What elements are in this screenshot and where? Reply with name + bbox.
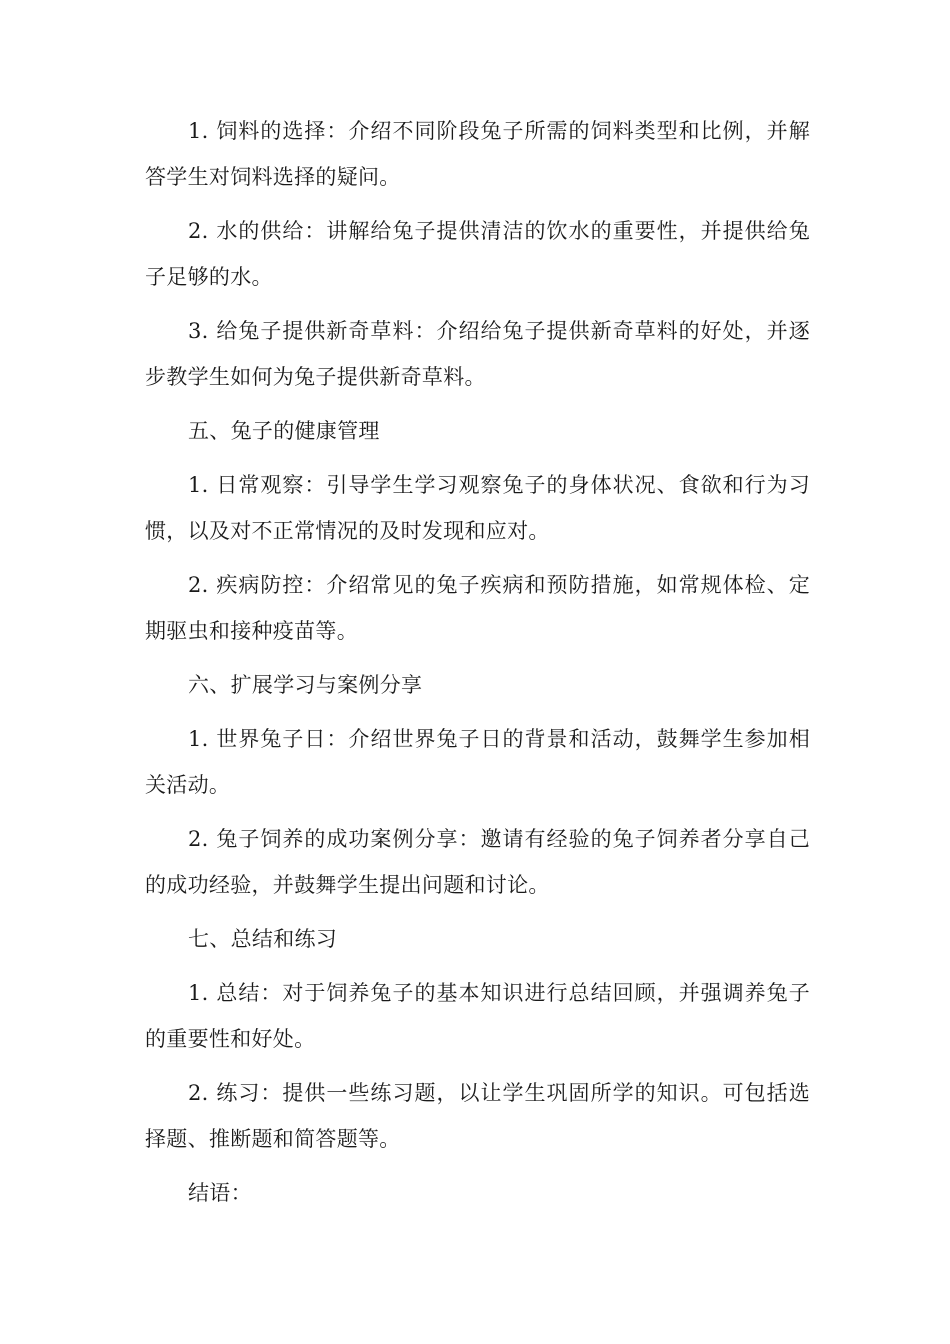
paragraph-conclusion-label: 结语： [188,1181,252,1205]
section-heading-extended-learning: 六、扩展学习与案例分享 [188,673,423,697]
paragraph-water-supply: 2. 水的供给：讲解给兔子提供清洁的饮水的重要性，并提供给兔子足够的水。 [145,219,810,289]
paragraph-summary: 1. 总结：对于饲养兔子的基本知识进行总结回顾，并强调养兔子的重要性和好处。 [145,981,810,1051]
paragraph-feed-selection: 1. 饲料的选择：介绍不同阶段兔子所需的饲料类型和比例，并解答学生对饲料选择的疑问。 [145,119,810,189]
paragraph-disease-prevention: 2. 疾病防控：介绍常见的兔子疾病和预防措施，如常规体检、定期驱虫和接种疫苗等。 [145,573,810,643]
section-heading-summary-practice: 七、总结和练习 [188,927,338,951]
paragraph-world-rabbit-day: 1. 世界兔子日：介绍世界兔子日的背景和活动，鼓舞学生参加相关活动。 [145,727,810,797]
document-body [145,108,810,1224]
paragraph-practice: 2. 练习：提供一些练习题，以让学生巩固所学的知识。可包括选择题、推断题和简答题等。 [145,1081,810,1151]
section-heading-health-management: 五、兔子的健康管理 [188,419,380,443]
paragraph-novel-forage: 3. 给兔子提供新奇草料：介绍给兔子提供新奇草料的好处，并逐步教学生如何为兔子提供新奇草料。 [145,319,810,389]
paragraph-success-cases: 2. 兔子饲养的成功案例分享：邀请有经验的兔子饲养者分享自己的成功经验，并鼓舞学生提出问题和讨论。 [145,827,810,897]
paragraph-daily-observation: 1. 日常观察：引导学生学习观察兔子的身体状况、食欲和行为习惯，以及对不正常情况的及时发现和应对。 [145,473,810,543]
